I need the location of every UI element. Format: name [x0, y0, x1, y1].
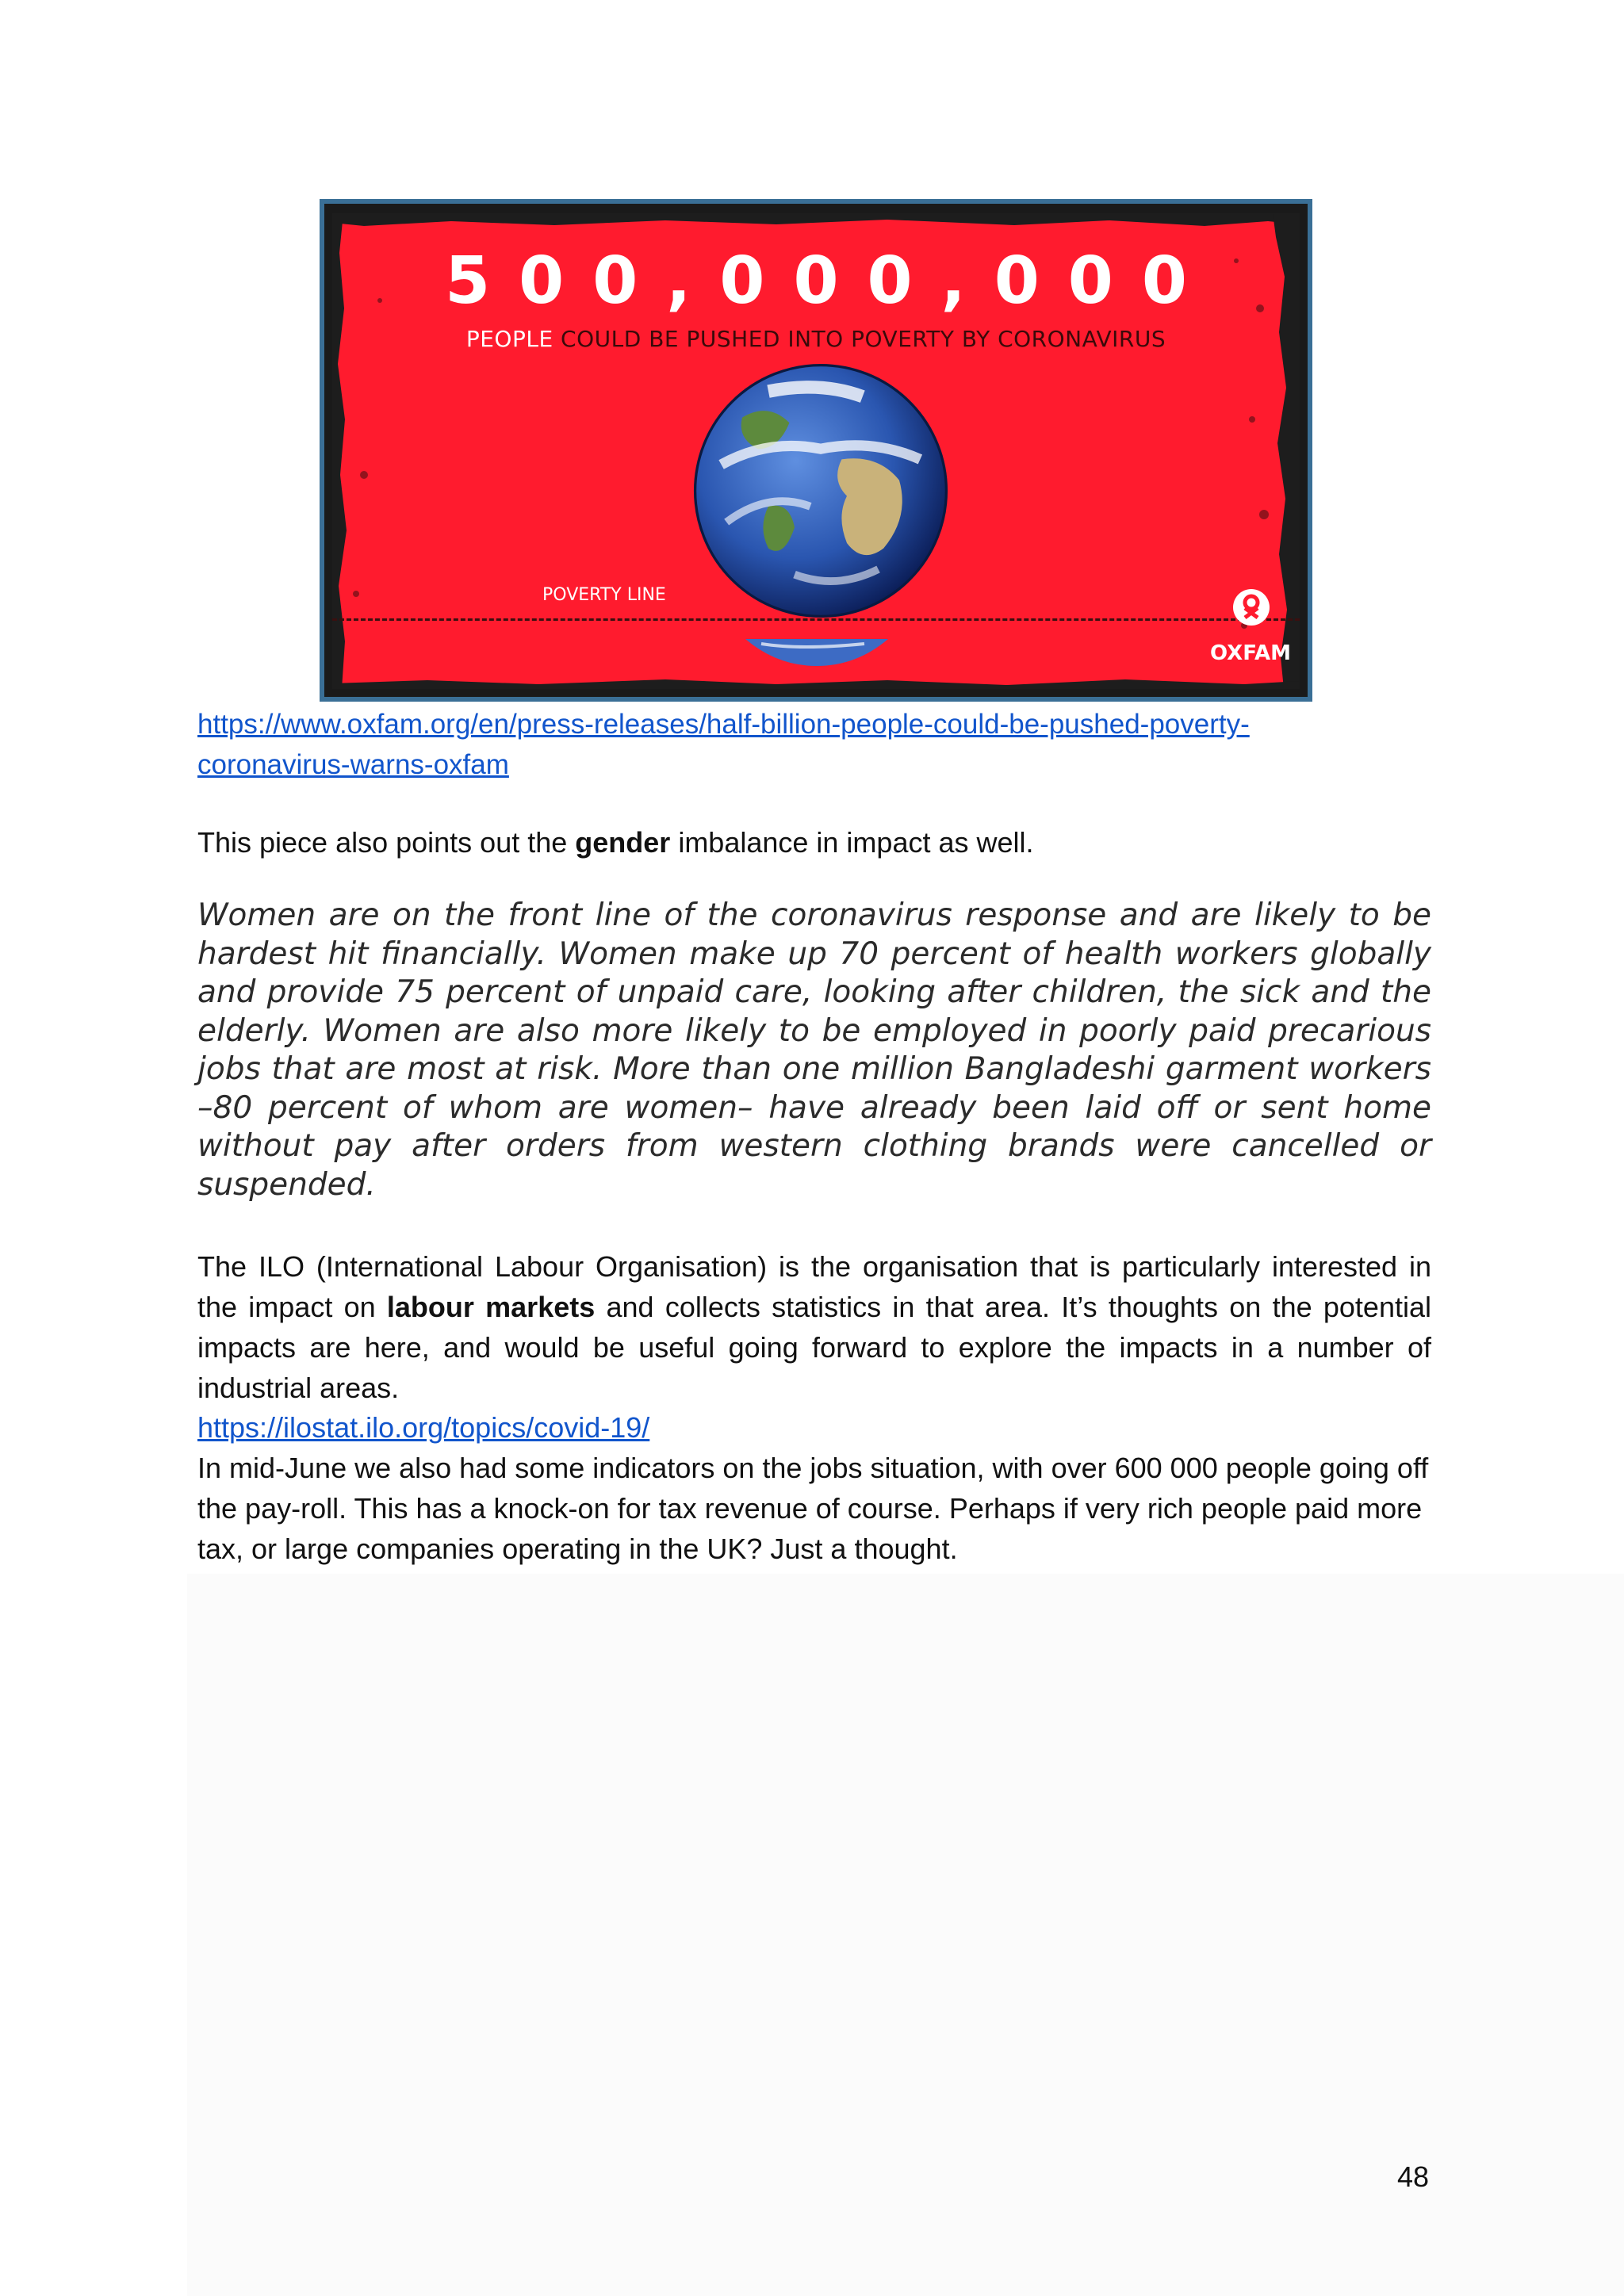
poverty-line-dashed	[332, 618, 1300, 621]
oxfam-link-line1[interactable]: https://www.oxfam.org/en/press-releases/half-billion-people-could-be-pushed-poverty-	[197, 709, 1250, 740]
ilo-para-bold: labour markets	[386, 1291, 596, 1323]
ilo-link[interactable]: https://ilostat.ilo.org/topics/covid-19/	[197, 1411, 650, 1444]
oxfam-link-line2[interactable]: coronavirus-warns-oxfam	[197, 749, 509, 780]
banner-subtitle	[332, 326, 1300, 352]
banner-subtitle-highlight: PEOPLE	[465, 326, 553, 352]
gender-paragraph	[197, 822, 1431, 863]
oxfam-source-link-block	[197, 704, 1434, 785]
poverty-line-label: POVERTY LINE	[542, 585, 666, 605]
gender-para-before: This piece also points out the	[197, 826, 576, 859]
jobs-paragraph: In mid-June we also had some indicators on the jobs situation, with over 600 000 people going off the pay-roll. This has a knock-on for tax revenue of course. Perhaps if very rich people paid more tax, or large companies operating in the UK? Just a thought.	[197, 1452, 1429, 1565]
ilo-para-before: The ILO (International Labour Organisation) is the organisation that is particularly interested in the impact on	[197, 1250, 1431, 1323]
oxfam-logo-text: OXFAM	[1210, 641, 1291, 665]
banner-big-number: 500,000,000	[445, 243, 1216, 319]
banner-red-panel	[332, 213, 1300, 689]
ilo-paragraph	[197, 1246, 1431, 1408]
ilo-para-after: and collects statistics in that area. It’s thoughts on the potential impacts are here, and would be useful going forward to explore the impacts in a number of industrial areas.	[197, 1291, 1431, 1404]
oxfam-logo-icon	[1231, 587, 1271, 627]
globe-reflection-icon	[737, 637, 896, 669]
earth-globe-icon	[690, 360, 952, 622]
page-number: 48	[1397, 2160, 1430, 2193]
oxfam-quote: Women are on the front line of the coronavirus response and are likely to be hardest hit financially. Women make up 70 percent of health workers globally and provide 75 percent of unpaid care, looking after children, the sick and the elderly. Women are also more likely to be employed in poorly paid precarious jobs that are most at risk. More than one million Bangladeshi garment workers –80 percent of whom are women– have already been laid off or sent home without pay after orders from western clothing brands were cancelled or suspended.	[197, 897, 1431, 1203]
gender-para-after: imbalance in impact as well.	[670, 826, 1034, 859]
banner-subtitle-rest: COULD BE PUSHED INTO POVERTY BY CORONAVIRUS	[553, 326, 1166, 352]
ilo-link-line	[197, 1407, 1431, 1448]
oxfam-banner-image	[320, 199, 1312, 702]
gender-para-bold: gender	[575, 826, 671, 859]
